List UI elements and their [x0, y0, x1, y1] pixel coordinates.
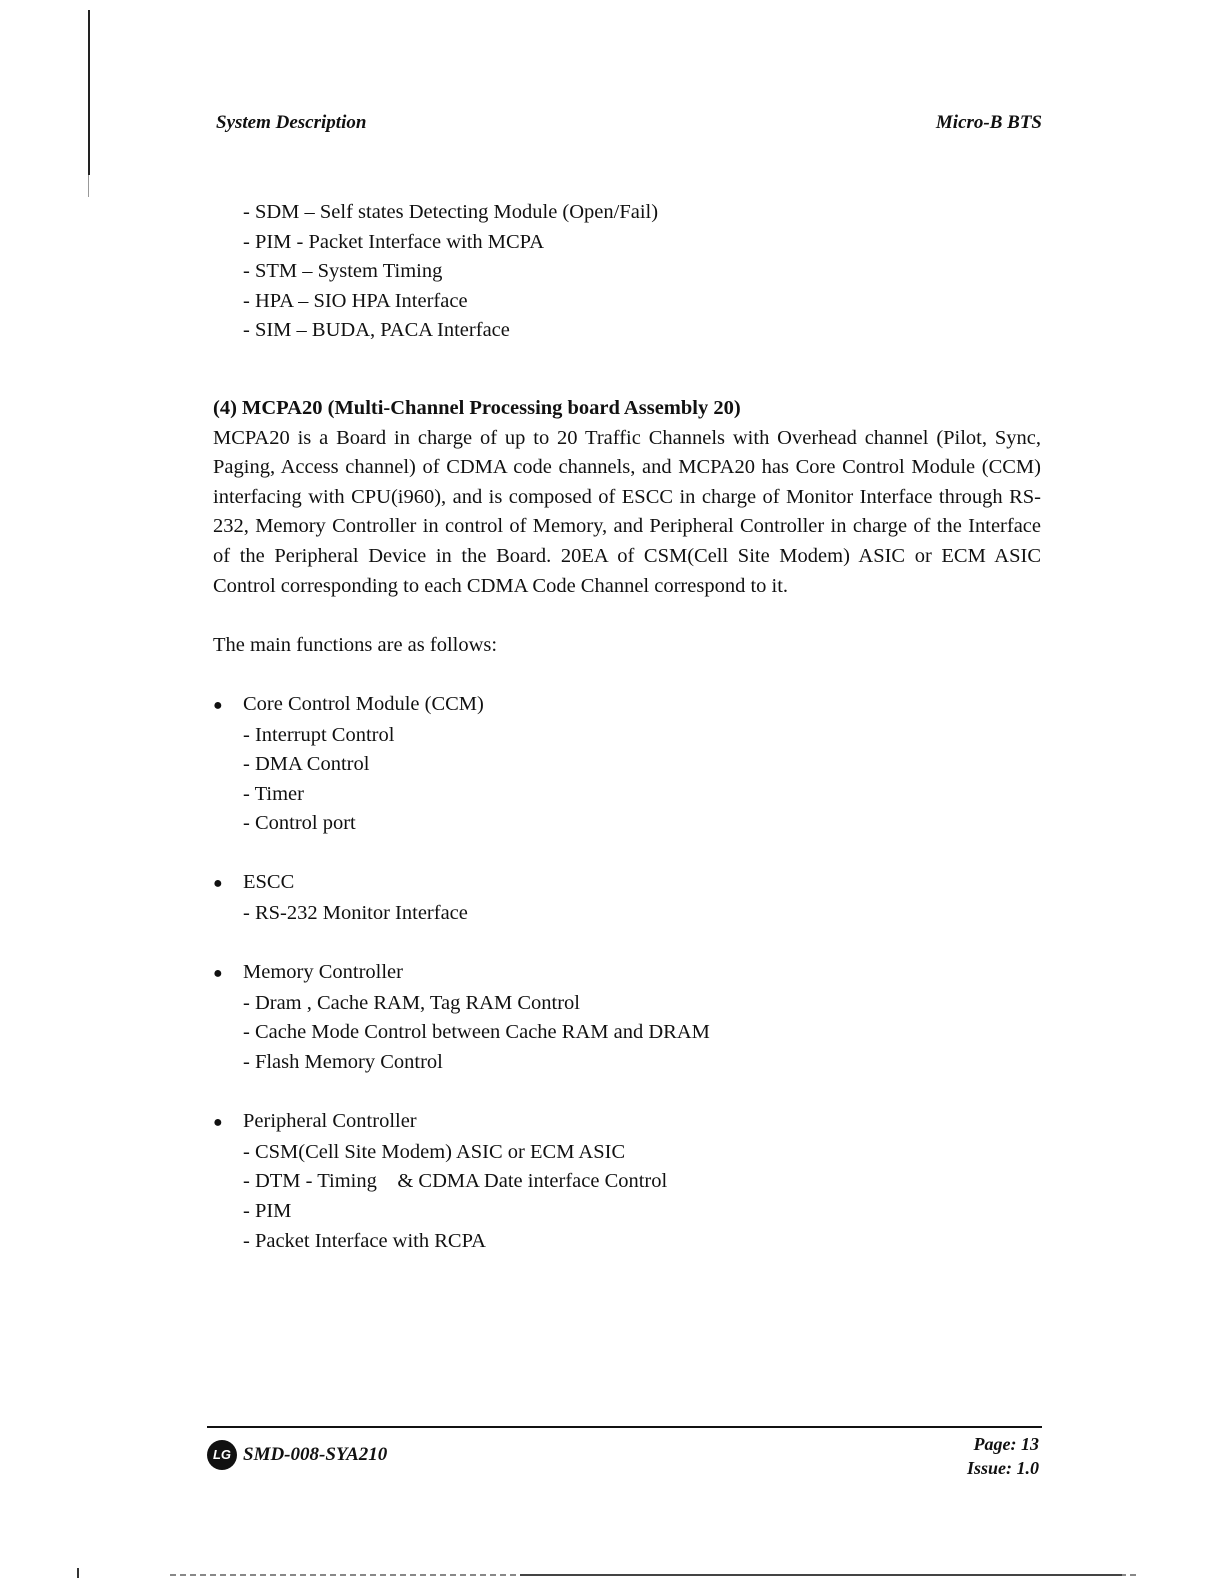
list-item: - STM – System Timing — [243, 260, 443, 283]
scan-margin-line-thin — [88, 175, 89, 197]
page-body — [213, 198, 1041, 1286]
function-group-memory — [213, 958, 1041, 1077]
list-item: - RS-232 Monitor Interface — [243, 902, 468, 925]
bullet-icon: ● — [213, 875, 223, 893]
list-item: - Timer — [243, 782, 304, 805]
section-heading: (4) MCPA20 (Multi-Channel Processing board Assembly 20) — [213, 396, 741, 419]
footer-rule — [207, 1426, 1042, 1428]
list-item: - Cache Mode Control between Cache RAM and DRAM — [243, 1021, 710, 1044]
scan-margin-line — [88, 10, 90, 175]
top-sub-list — [213, 198, 1041, 346]
scan-mark — [77, 1568, 79, 1578]
list-item: - DTM - Timing & CDMA Date interface Control — [243, 1170, 668, 1193]
list-item: - PIM - Packet Interface with MCPA — [243, 230, 544, 253]
lg-logo-icon: LG — [207, 1440, 237, 1470]
function-group-escc — [213, 868, 1041, 928]
list-item: - DMA Control — [243, 753, 370, 776]
function-label: Core Control Module (CCM) — [243, 692, 484, 715]
list-item: - SIM – BUDA, PACA Interface — [243, 319, 510, 342]
function-label: Memory Controller — [243, 961, 403, 984]
bullet-icon: ● — [213, 965, 223, 983]
list-item: - Flash Memory Control — [243, 1051, 443, 1074]
function-label: ESCC — [243, 871, 295, 894]
functions-intro: The main functions are as follows: — [213, 633, 498, 656]
issue-number: Issue: 1.0 — [966, 1458, 1039, 1478]
section-paragraph: MCPA20 is a Board in charge of up to 20 Traffic Channels with Overhead channel (Pilot, Sync, Paging, Access channel) of CDMA code channels, and MCPA20 has Core Control Module (CCM) interfacing with CPU(i960), and is composed of ESCC in charge of Monitor Interface through RS-232, Memory Controller in control of Memory, and Peripheral Controller in charge of the Interface of the Peripheral Device in the Board. 20EA of CSM(Cell Site Modem) ASIC or ECM ASIC Control corresponding to each CDMA Code Channel correspond to it. — [213, 426, 1041, 597]
function-group-peripheral — [213, 1107, 1041, 1256]
list-item: - SDM – Self states Detecting Module (Open/Fail) — [243, 201, 659, 223]
header-section-title: System Description — [216, 112, 367, 133]
document-code: SMD-008-SYA210 — [243, 1444, 388, 1465]
list-item: - Dram , Cache RAM, Tag RAM Control — [243, 991, 580, 1014]
scan-bottom-edge-solid — [520, 1574, 1122, 1576]
footer-left — [207, 1440, 387, 1470]
header-product-name: Micro-B BTS — [935, 112, 1042, 133]
function-group-ccm — [213, 690, 1041, 839]
list-item: - CSM(Cell Site Modem) ASIC or ECM ASIC — [243, 1140, 626, 1163]
list-item: - Packet Interface with RCPA — [243, 1229, 486, 1252]
list-item: - Interrupt Control — [243, 723, 395, 746]
list-item: - Control port — [243, 812, 356, 835]
footer-right — [967, 1432, 1039, 1480]
function-label: Peripheral Controller — [243, 1110, 417, 1133]
bullet-icon: ● — [213, 696, 223, 714]
bullet-icon: ● — [213, 1114, 223, 1132]
page-number: Page: 13 — [973, 1434, 1039, 1454]
list-item: - PIM — [243, 1200, 292, 1222]
list-item: - HPA – SIO HPA Interface — [243, 289, 468, 312]
